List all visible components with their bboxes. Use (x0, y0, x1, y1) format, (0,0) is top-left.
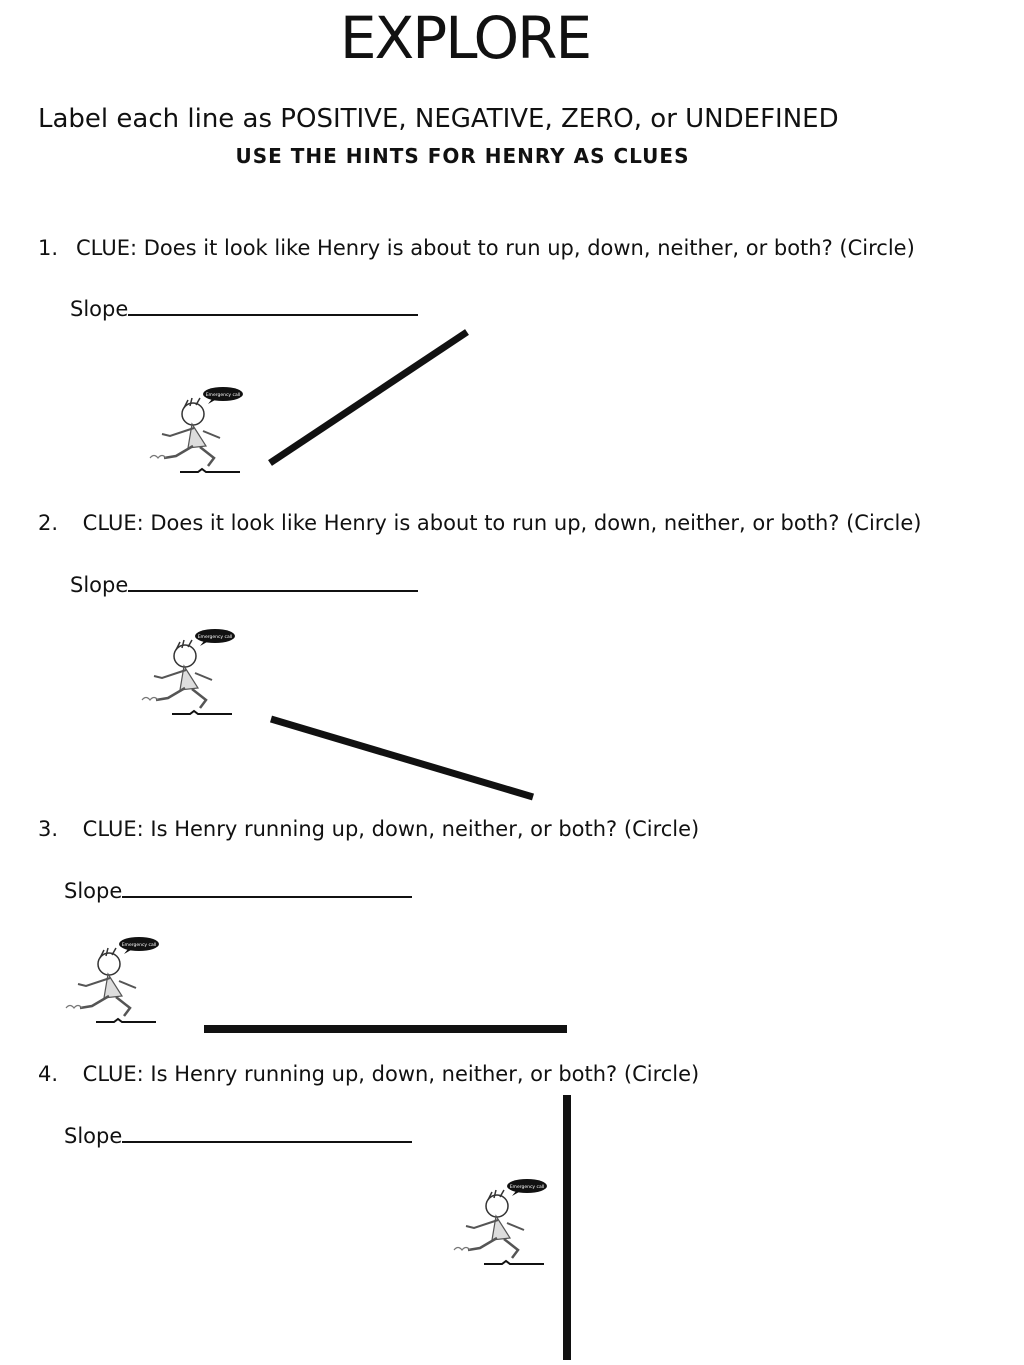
hint-text: USE THE HINTS FOR HENRY AS CLUES (235, 144, 690, 168)
question-number: 4. (38, 1062, 59, 1086)
question-clue: CLUE: Is Henry running up, down, neither, or both? (Circle) (76, 1062, 700, 1086)
question-2 (38, 511, 921, 535)
running-boy-icon (64, 936, 164, 1026)
answer-blank[interactable] (122, 878, 412, 898)
slope-label: Slope (64, 879, 123, 903)
speech-bubble-text: Emergency call (205, 393, 241, 398)
instructions: Label each line as POSITIVE, NEGATIVE, ZERO, or UNDEFINED (38, 104, 839, 134)
running-boy-icon (148, 386, 248, 476)
question-clue: CLUE: Does it look like Henry is about to run up, down, neither, or both? (Circle) (76, 511, 922, 535)
question-clue: CLUE: Does it look like Henry is about to run up, down, neither, or both? (Circle) (76, 236, 915, 260)
line-negative (271, 719, 533, 797)
question-number: 3. (38, 817, 59, 841)
slope-answer-4[interactable] (64, 1123, 412, 1148)
slope-answer-2[interactable] (70, 572, 418, 597)
speech-bubble-text: Emergency call (509, 1185, 545, 1190)
question-number: 2. (38, 511, 59, 535)
henry-figure-4 (452, 1178, 552, 1272)
question-4 (38, 1062, 699, 1086)
question-3 (38, 817, 699, 841)
page-title: EXPLORE (339, 4, 591, 72)
speech-bubble-text: Emergency call (197, 635, 233, 640)
speech-bubble-text: Emergency call (121, 943, 157, 948)
slope-label: Slope (70, 573, 129, 597)
answer-blank[interactable] (122, 1123, 412, 1143)
henry-figure-3 (64, 936, 164, 1030)
slope-label: Slope (70, 297, 129, 321)
henry-figure-2 (140, 628, 240, 722)
slope-label: Slope (64, 1124, 123, 1148)
slope-answer-1[interactable] (70, 296, 418, 321)
answer-blank[interactable] (128, 572, 418, 592)
line-positive (270, 332, 467, 463)
henry-figure-1 (148, 386, 248, 480)
running-boy-icon (140, 628, 240, 718)
slope-answer-3[interactable] (64, 878, 412, 903)
running-boy-icon (452, 1178, 552, 1268)
question-number: 1. (38, 236, 59, 260)
question-clue: CLUE: Is Henry running up, down, neither, or both? (Circle) (76, 817, 700, 841)
question-1 (38, 236, 915, 260)
answer-blank[interactable] (128, 296, 418, 316)
